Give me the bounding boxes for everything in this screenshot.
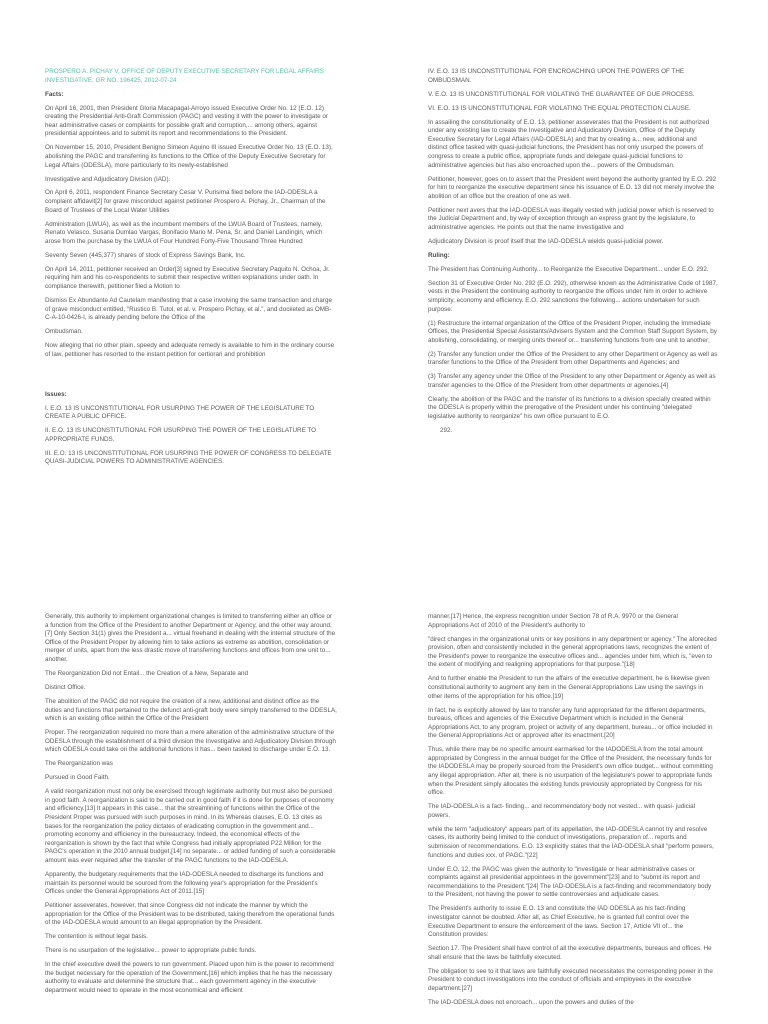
- ruling-paragraph: Section 31 of Executive Order No. 292 (E.O. 292), otherwise known as the Administrative Code of 1987, vests in the President the continuing authority to reorganize the offices under him in order to achieve simplicity, economy and efficiency. E.O. 292 sanctions the following... actions undertaken for such purpose:: [428, 279, 718, 313]
- facts-paragraph: Seventy Seven (445,377) shares of stock of Express Savings Bank, Inc.: [45, 251, 246, 259]
- ruling-paragraph: The President has Continuing Authority... to Reorganize the Executive Department... under E.O. 292.: [428, 265, 709, 273]
- issue-item: I. E.O. 13 IS UNCONSTITUTIONAL FOR USURPING THE POWER OF THE LEGISLATURE TO CREATE A PUBLIC OFFICE.: [45, 404, 315, 421]
- body-paragraph: The Reorganization was: [45, 760, 113, 768]
- page1-left-column: [45, 68, 337, 472]
- case-title: PROSPERO A. PICHAY V. OFFICE OF DEPUTY EXECUTIVE SECRETARY FOR LEGAL AFFAIRS INVESTIGATIVE, GR NO. 196425, 2012-07-24: [45, 68, 324, 84]
- body-paragraph: Pursued in Good Faith.: [45, 774, 110, 782]
- body-paragraph: "direct changes in the organizational units or key positions in any department or agency." The aforecited provision, often and consistently included in the general appropriations laws, recognizes the extent of the President's power to reorganize the executive offices and... agencies under him, which is, "even to the extent of modifying and realigning appropriations for that purpose."[18]: [428, 635, 717, 669]
- argument-paragraph: Petitioner next avers that the IAD-ODESLA was illegally vested with judicial power which is reserved to the Judicial Department and, by way of exception through an express grant by the legislature, to administrative agencies. He points out that the name Investigative and: [428, 206, 714, 231]
- body-paragraph: In the chief executive dwell the powers to run government. Placed upon him is the power to recommend the budget necessary for the operation of the Government,[16] which implies that he has the necessary authority to evaluate and determine the structure that... each government agency in the executive department would need to operate in the most economical and efficient: [45, 961, 334, 995]
- facts-heading: Facts:: [45, 90, 64, 98]
- body-paragraph: The Reorganization Did not Entail... the Creation of a New, Separate and: [45, 669, 249, 677]
- body-paragraph: Under E.O. 12, the PAGC was given the authority to "investigate or hear administrative cases or complaints against all presidential appointees in the government"[23] and to "submit its report and recommendations to the President."[24] The IAD-ODESLA is a fact-finding and recommendatory body to the President, not having the power to settle controversies and adjudicate cases.: [428, 865, 712, 899]
- body-paragraph: Generally, this authority to implement organizational changes is limited to transferring either an office or a function from the Office of the President to another Department or Agency, and the other way around.[7] Only Section 31(1) gives the President a... virtual freehand in dealing with the internal structure of the Office of the President Proper by allowing him to take actions as extreme as abolition, consolidation or merger of units, apart from the less drastic move of transferring functions and offices from one unit to... another.: [45, 613, 336, 663]
- issue-item: VI. E.O. 13 IS UNCONSTITUTIONAL FOR VIOLATING THE EQUAL PROTECTION CLAUSE.: [428, 104, 691, 112]
- document-page-2: [0, 512, 768, 1024]
- body-paragraph: The IAD-ODESLA does not encroach... upon the powers and duties of the: [428, 998, 634, 1006]
- body-paragraph: Section 17. The President shall have control of all the executive departments, bureaus and offices. He shall ensure that the laws be faithfully executed.: [428, 945, 712, 961]
- body-paragraph: The IAD-ODESLA is a fact- finding... and recommendatory body not vested... with quasi- judicial powers.: [428, 803, 696, 819]
- facts-paragraph: Investigative and Adjudicatory Division (IAD).: [45, 175, 171, 183]
- body-paragraph: Petitioner asseverates, however, that since Congress did not indicate the manner by which the appropriation for the Office of the President was to be distributed, taking therefrom the operational funds of the IAD-ODESLA would amount to an illegal appropriation by the President.: [45, 902, 335, 927]
- argument-paragraph: Adjudicatory Division is proof itself that the IAD-ODESLA wields quasi-judicial power.: [428, 237, 664, 245]
- argument-paragraph: Petitioner, however, goes on to assert that the President went beyond the authority granted by E.O. 292 for him to reorganize the executive department since his issuance of E.O. 13 did not merely involve the abolition of an office but the creation of one as well.: [428, 175, 717, 200]
- ruling-paragraph: (3) Transfer any agency under the Office of the President to any other Department or Agency as well as transfer agencies to the Office of the President from other departments or agencies.[4]: [428, 373, 716, 389]
- body-paragraph: A valid reorganization must not only be exercised through legitimate authority but must also be pursued in good faith. A reorganization is said to be carried out in good faith if it is done for purposes of economy and efficiency.[13] It appears in this case... that the streamlining of functions within the Office of the President Proper was pursued with such purposes in mind. In its Whereas clauses, E.O. 13 cites as bases for the reorganization the policy dictates of eradicating corruption in the government and... promoting economy and efficiency in the bureaucracy. Indeed, the economical effects of the reorganization is shown by the fact that while Congress had initially appropriated P22 Million for the PAGC's operation in the 2010 annual budget,[14] no separate... or added funding of such a considerable amount was ever required after the transfer of the PAGC functions to the IAD-ODESLA.: [45, 788, 336, 864]
- body-paragraph: The abolition of the PAGC did not require the creation of a new, additional and distinct office as the duties and functions that pertained to the defunct anti-graft body were simply transferred to the ODESLA, which is an existing office within the Office of the President: [45, 697, 337, 723]
- ruling-paragraph: (2) Transfer any function under the Office of the President to any other Department or Agency as well as transfer functions to the Office of the President from other Departments and Agencies; and: [428, 350, 718, 367]
- body-paragraph: Thus, while there may be no specific amount earmarked for the IADODESLA from the total amount appropriated by Congress in the annual budget for the Office of the President, the necessary funds for the IADODESLA may be properly sourced from the President's own office budget... without committing any illegal appropriation. After all, there is no usurpation of the legislature's power to appropriate funds when the President simply allocates the existing funds previously appropriated by Congress for his office.: [428, 746, 713, 797]
- body-paragraph: manner.[17] Hence, the express recognition under Section 78 of R.A. 9970 or the General Appropriations Act of 2010 of the President's authority to: [428, 613, 678, 629]
- facts-paragraph: Now alleging that no other plain, speedy and adequate remedy is available to him in the ordinary course of law, petitioner has resorted to the instant petition for certiorari and prohibition: [45, 342, 335, 358]
- facts-paragraph: On November 15, 2010, President Benigno Simeon Aquino III issued Executive Order No. 13 (E.O. 13), abolishing the PAGC and transferring its functions to the Office of the Deputy Executive Secretary for Legal Affairs (ODESLA), more particularly to its newly-established: [45, 144, 333, 169]
- issue-item: V. E.O. 13 IS UNCONSTITUTIONAL FOR VIOLATING THE GUARANTEE OF DUE PROCESS.: [428, 90, 695, 98]
- page2-left-column: [45, 613, 337, 1001]
- body-paragraph: And to further enable the President to run the affairs of the executive department, he is likewise given constitutional authority to augment any item in the General Appropriations Law using the savings in other items of the appropriation for his office.[19]: [428, 675, 710, 700]
- issues-heading: Issues:: [45, 390, 67, 398]
- ruling-paragraph: 292.: [440, 427, 453, 435]
- issue-item: III. E.O. 13 IS UNCONSTITUTIONAL FOR USURPING THE POWER OF CONGRESS TO DELEGATE QUASI-JUDICIAL POWERS TO ADMINISTRATIVE AGENCIES.: [45, 449, 332, 466]
- ruling-paragraph: Clearly, the abolition of the PAGC and the transfer of its functions to a division specially created within the ODESLA is properly within the prerogative of the President under his continuing "delegated legislative authority to reorganize" his own office pursuant to E.O.: [428, 395, 711, 421]
- ruling-paragraph: (1) Restructure the internal organization of the Office of the President Proper, including the Immediate Offices, the Presidential Special Assistants/Advisers System and the Common Staff Support System, by abolishing, consolidating, or merging units thereof or... transferring functions from one unit to another;: [428, 319, 717, 344]
- body-paragraph: Proper. The reorganization required no more than a mere alteration of the administrative structure of the ODESLA through the establishment of a third division the Investigative and Adjudicatory Division through which ODESLA could take on the additional functions it has... been tasked to discharge under E.O. 13.: [45, 729, 336, 754]
- facts-paragraph: Dismiss Ex Abundante Ad Cautelam manifesting that a case involving the same transaction and charge of grave misconduct entitled, "Rustico B. Tutol, et al. v. Prospero Pichay, et al.", and docketed as OMB-C-A-10-0426-I, is already pending before the Office of the: [45, 296, 333, 322]
- body-paragraph: Distinct Office.: [45, 683, 86, 691]
- body-paragraph: The obligation to see to it that laws are faithfully executed necessitates the corresponding power in the President to conduct investigations into the conduct of officials and employees in the executive department.[27]: [428, 967, 713, 992]
- facts-paragraph: Administration (LWUA), as well as the incumbent members of the LWUA Board of Trustees, namely, Renato Velasco, Susana Dumlao Vargas, Bonifacio Mario M. Pena, Sr. and Daniel Landingin, which arose from the purchase by the LWUA of Four Hundred Forty-Five Thousand Three Hundred: [45, 220, 323, 245]
- body-paragraph: while the term "adjudicatory" appears part of its appellation, the IAD-ODESLA cannot try and resolve cases, its authority being limited to the conduct of investigations, preparation of... reports and submission of recommendations. E.O. 13 explicitly states that the IAD-ODESLA shall "perform powers, functions and duties xxx, of PAGC."[22]: [428, 825, 714, 859]
- body-paragraph: Apparently, the budgetary requirements that the IAD-ODESLA needed to discharge its functions and maintain its personnel would be sourced from the following year's appropriation for the President's Offices under the General Appropriations Act of 2011.[15]: [45, 870, 324, 896]
- issue-item: IV. E.O. 13 IS UNCONSTITUTIONAL FOR ENCROACHING UPON THE POWERS OF THE OMBUDSMAN.: [428, 68, 685, 84]
- page1-right-column: [428, 68, 718, 441]
- body-paragraph: There is no usurpation of the legislative... power to appropriate public funds.: [45, 947, 257, 955]
- facts-paragraph: On April 6, 2011, respondent Finance Secretary Cesar V. Purisima filed before the IAD-ODESLA a complaint affidavit[2] for grave misconduct against petitioner Prospero A. Pichay, Jr., Chairman of the Board of Trustees of the Local Water Utilities: [45, 189, 326, 214]
- body-paragraph: The President's authority to issue E.O. 13 and constitute the IAD ODESLA as his fact-finding investigator cannot be doubted. After all, as Chief Executive, he is granted full control over the Executive Department to ensure the enforcement of the laws. Section 17, Article VII of... the Constitution provides:: [428, 905, 690, 939]
- issue-item: II. E.O. 13 IS UNCONSTITUTIONAL FOR USURPING THE POWER OF THE LEGISLATURE TO APPROPRIATE FUNDS.: [45, 427, 317, 443]
- argument-paragraph: In assailing the constitutionality of E.O. 13, petitioner asseverates that the President is not authorized under any existing law to create the Investigative and Adjudicatory Division, Office of the Deputy Executive Secretary for Legal Affairs (IAD-ODESLA) and that by creating a... new, additional and distinct office tasked with quasi-judicial functions, the President has not only usurped the powers of congress to create a public office, appropriate funds and delegate quasi-judicial functions to administrative agencies but has also encroached upon the... powers of the Ombudsman.: [428, 118, 710, 169]
- body-paragraph: In fact, he is explicitly allowed by law to transfer any fund appropriated for the different departments, bureaus, offices and agencies of the Executive Department which is included in the General Appropriations Act, to any program, project or activity of any department, bureau... or office included in the General Appropriations Act or approved after its enactment.[20]: [428, 706, 713, 740]
- facts-paragraph: On April 16, 2001, then President Gloria Macapagal-Arroyo issued Executive Order No. 12 (E.O. 12) creating the Presidential Anti-Graft Commission (PAGC) and vesting it with the power to investigate or hear administrative cases or complaints for possible graft and corruption,... among others, against presidential appointees and to submit its report and recommendations to the President.: [45, 104, 329, 138]
- ruling-heading: Ruling:: [428, 251, 450, 259]
- body-paragraph: The contention is without legal basis.: [45, 933, 148, 941]
- facts-paragraph: Ombudsman.: [45, 328, 83, 336]
- page2-right-column: [428, 613, 718, 1013]
- facts-paragraph: On April 14, 2011, petitioner received an Order[3] signed by Executive Secretary Paquito N. Ochoa, Jr. requiring him and his co-respondents to submit their respective written explanations under oath. In compliance therewith, petitioner filed a Motion to: [45, 265, 330, 290]
- spacer: [45, 365, 337, 391]
